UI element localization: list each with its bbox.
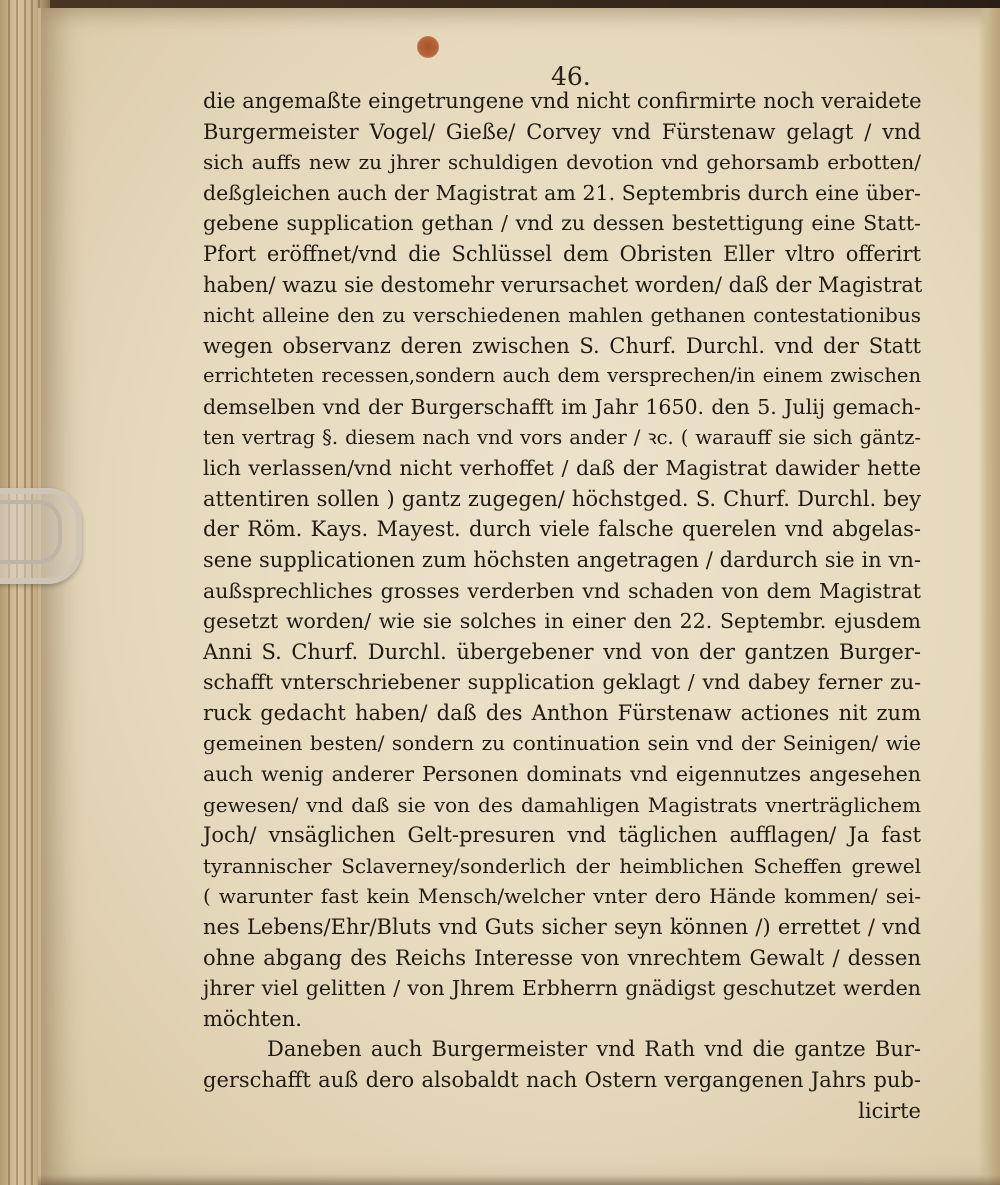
page-leaf-edge [24,0,26,1185]
text-line: gebene supplication gethan / vnd zu dessen bestettigung eine Statt- [203,211,921,236]
catchword: licirte [858,1098,921,1123]
text-line: nicht alleine den zu verschiedenen mahlen gethanen contestationibus [203,303,921,328]
text-line: sich auffs new zu jhrer schuldigen devotion vnd gehorsamb erbotten/ [203,150,921,175]
page-clip-inner [0,500,62,564]
text-line: Daneben auch Burgermeister vnd Rath vnd die gantze Bur- [267,1037,921,1062]
text-line: gewesen/ vnd daß sie von des damahligen Magistrats vnerträglichem [203,792,921,817]
text-line: ten vertrag §. diesem nach vnd vors ander / ꝛc. ( warauff sie sich gäntz- [203,425,921,449]
text-line: Burgermeister Vogel/ Gieße/ Corvey vnd Fürstenaw gelagt / vnd [203,119,921,144]
text-line: tyrannischer Sclaverney/sonderlich der heimblichen Scheffen grewel [203,853,921,878]
text-line: sene supplicationen zum höchsten angetragen / dardurch sie in vn- [203,547,921,572]
text-line: Anni S. Churf. Durchl. übergebener vnd von der gantzen Burger- [203,639,921,664]
text-line: gerschafft auß dero alsobaldt nach Ostern vergangenen Jahrs pub- [203,1068,921,1092]
text-line: attentiren sollen ) gantz zugegen/ höchstged. S. Churf. Durchl. bey [203,486,921,511]
text-line: außsprechliches grosses verderben vnd schaden von dem Magistrat [203,578,921,603]
text-line: deßgleichen auch der Magistrat am 21. Septembris durch eine über- [203,180,921,205]
text-line: ruck gedacht haben/ daß des Anthon Fürstenaw actiones nit zum [203,700,921,725]
ink-stain [417,36,439,58]
text-line: ohne abgang des Reichs Interesse von vnrechtem Gewalt / dessen [203,945,921,970]
text-line: haben/ wazu sie destomehr verursachet worden/ daß der Magistrat [203,272,923,297]
text-line: ( warunter fast kein Mensch/welcher vnter dero Hände kommen/ sei- [203,884,921,909]
text-line: Pfort eröffnet/vnd die Schlüssel dem Obristen Eller vltro offerirt [203,241,921,266]
text-line: auch wenig anderer Personen dominats vnd eigennutzes angesehen [203,762,921,787]
text-line: wegen observanz deren zwischen S. Churf. Durchl. vnd der Statt [203,333,921,358]
text-line: die angemaßte eingetrungene vnd nicht confirmirte noch veraidete [203,89,922,113]
page-number: 46. [551,62,591,91]
text-line: schafft vnterschriebener supplication geklagt / vnd dabey ferner zu- [203,670,921,695]
text-line: möchten. [203,1006,302,1031]
text-line: lich verlassen/vnd nicht verhoffet / daß der Magistrat dawider hette [203,456,921,481]
text-line: gesetzt worden/ wie sie solches in einer den 22. Septembr. ejusdem [203,609,921,634]
page-leaf-edge [16,0,18,1185]
page-bottom-shadow [38,1175,1000,1185]
text-line: gemeinen besten/ sondern zu continuation sein vnd der Seinigen/ wie [203,731,921,756]
page-right-edge [978,8,1000,1185]
text-line: der Röm. Kays. Mayest. durch viele falsche querelen vnd abgelas- [203,517,921,542]
text-line: errichteten recessen,sondern auch dem versprechen/in einem zwischen [203,364,921,388]
text-line: Joch/ vnsäglichen Gelt-presuren vnd täglichen aufflagen/ Ja fast [203,823,921,848]
text-line: jhrer viel gelitten / von Jhrem Erbherrn gnädigst geschutzet werden [203,976,921,1001]
page-leaf-edge [8,0,10,1185]
text-line: nes Lebens/Ehr/Bluts vnd Guts sicher seyn können /) errettet / vnd [203,915,921,940]
page-body-text [203,86,921,1126]
text-line: demselben vnd der Burgerschafft im Jahr 1650. den 5. Julij gemach- [203,394,921,419]
page-leaf-edge [31,0,33,1185]
